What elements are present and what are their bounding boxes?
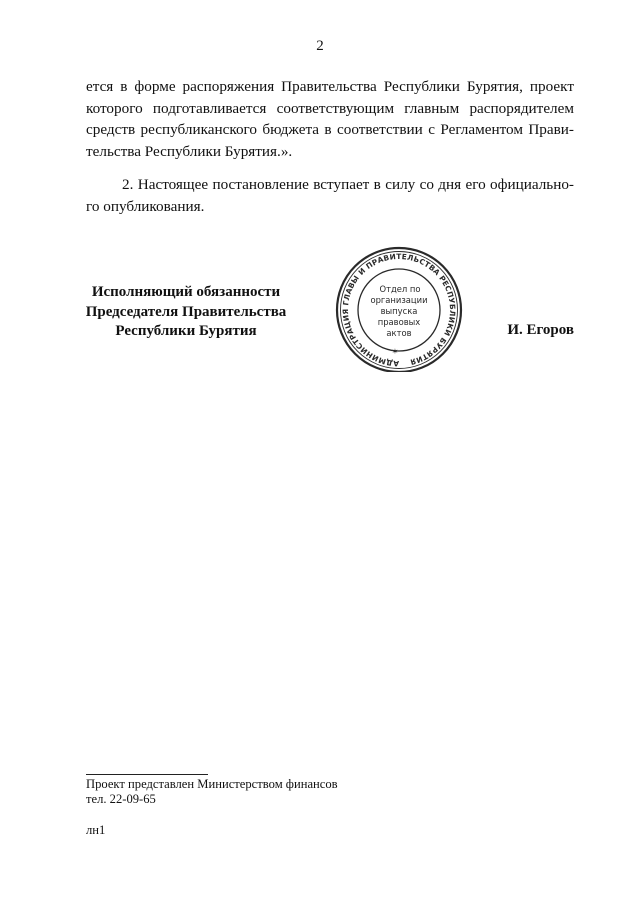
signatory-name: И. Егоров [507,322,574,338]
paragraph-line: ется в форме распоряжения Правительства Республики Бурятия, проект [86,78,574,95]
paragraph-line: 2. Настоящее постановление вступает в силу со дня его официально- [122,176,574,193]
stamp-ring-text-path: АДМИНИСТРАЦИЯ ГЛАВЫ И ПРАВИТЕЛЬСТВА РЕСПУБЛИКИ БУРЯТИЯ [340,251,458,369]
signatory-position-line: Исполняющий обязанности [91,284,281,300]
signatory-position-line: Республики Бурятия [115,323,257,339]
footnote-divider [86,774,208,775]
paragraph-line: го опубликования. [86,197,205,215]
paragraph-line: тельства Республики Бурятия.». [86,142,293,160]
footnote-line: Проект представлен Министерством финансов [86,777,338,791]
footnote [86,777,338,807]
stamp-center-line: организации [370,295,428,305]
signatory-position-line: Председателя Правительства [85,303,287,320]
stamp-center-line: правовых [377,317,421,327]
paragraph-2 [86,174,574,217]
stamp-star-icon: ✶ [391,347,399,356]
stamp-center-text [370,284,427,338]
paragraph-line: которого подготавливается соответствующим главным распорядителем [86,99,574,117]
signatory-position [80,283,292,342]
page-number: 2 [316,38,324,54]
official-stamp [333,244,465,372]
paragraph-continuation [86,76,574,162]
document-code: лн1 [86,823,106,837]
stamp-center-line: выпуска [380,306,418,316]
stamp-center-line: Отдел по [379,284,421,294]
footnote-line: тел. 22-09-65 [86,792,156,806]
stamp-center-line: актов [386,328,412,338]
paragraph-line: средств республиканского бюджета в соответствии с Регламентом Прави- [86,121,574,138]
